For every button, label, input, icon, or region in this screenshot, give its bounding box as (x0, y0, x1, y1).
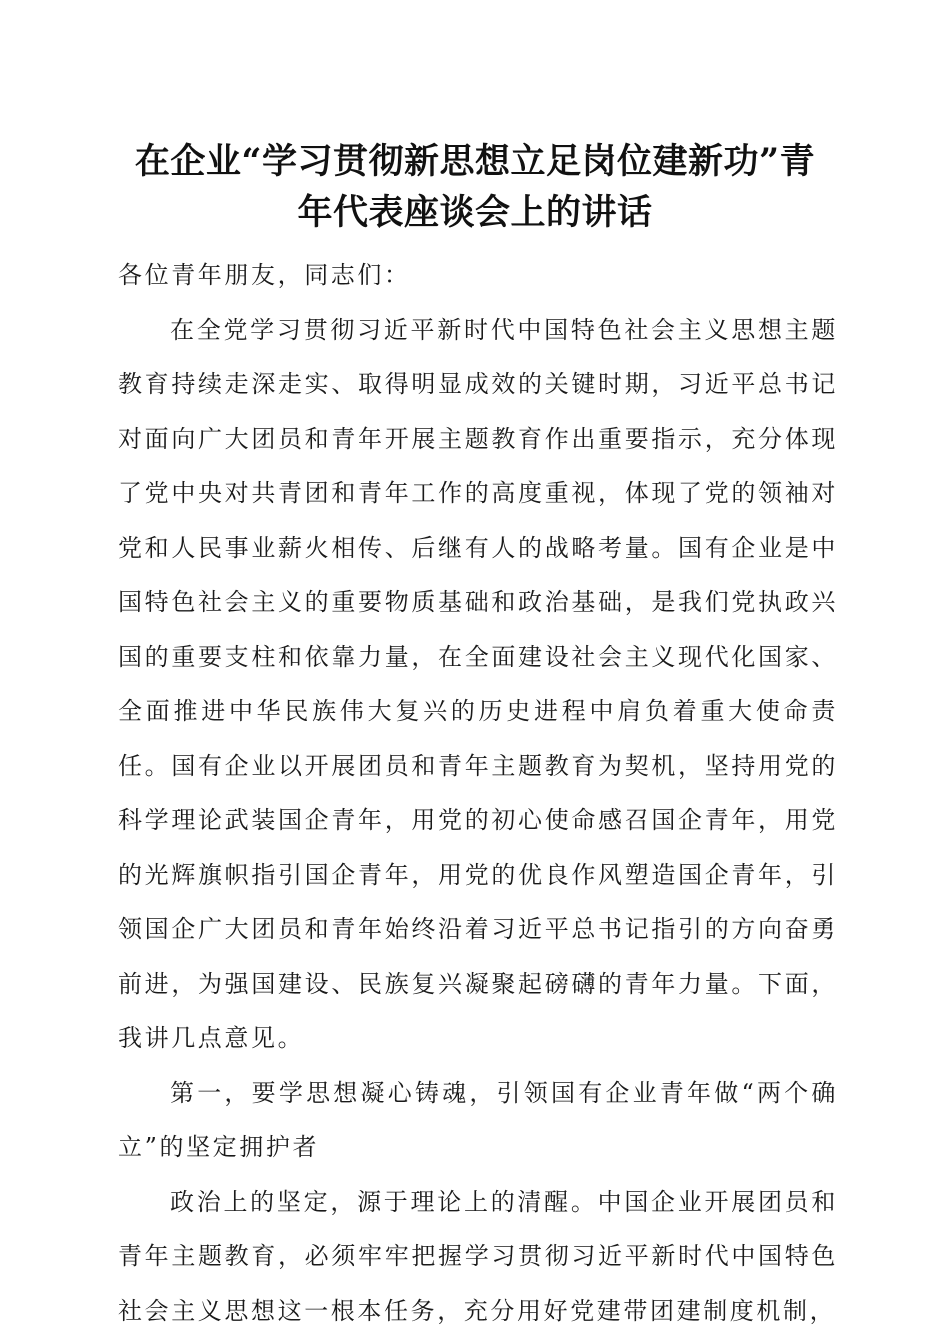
section-heading-1: 第一，要学思想凝心铸魂，引领国有企业青年做“两个确立”的坚定拥护者 (118, 1078, 838, 1161)
paragraph-intro: 在全党学习贯彻习近平新时代中国特色社会主义思想主题教育持续走深走实、取得明显成效的关键时期，习近平总书记对面向广大团员和青年开展主题教育作出重要指示，充分体现了党中央对共青团和青年工作的高度重视，体现了党的领袖对党和人民事业薪火相传、后继有人的战略考量。国有企业是中国特色社会主义的重要物质基础和政治基础，是我们党执政兴国的重要支柱和依靠力量，在全面建设社会主义现代化国家、全面推进中华民族伟大复兴的历史进程中肩负着重大使命责任。国有企业以开展团员和青年主题教育为契机，坚持用党的科学理论武装国企青年，用党的初心使命感召国企青年，用党的光辉旗帜指引国企青年，用党的优良作风塑造国企青年，引领国企广大团员和青年始终沿着习近平总书记指引的方向奋勇前进，为强国建设、民族复兴凝聚起磅礴的青年力量。下面，我讲几点意见。 (118, 315, 838, 1052)
document-title (100, 136, 850, 238)
paragraph-section-1: 政治上的坚定，源于理论上的清醒。中国企业开展团员和青年主题教育，必须牢牢把握学习贯彻习近平新时代中国特色社会主义思想这一根本任务，充分用好党建带团建制度机制， (118, 1187, 838, 1325)
title-line-2: 年代表座谈会上的讲话 (297, 192, 653, 233)
document-body (118, 248, 838, 1338)
salutation: 各位青年朋友，同志们： (118, 261, 411, 289)
title-line-1: 在企业“学习贯彻新思想立足岗位建新功”青 (134, 141, 816, 182)
